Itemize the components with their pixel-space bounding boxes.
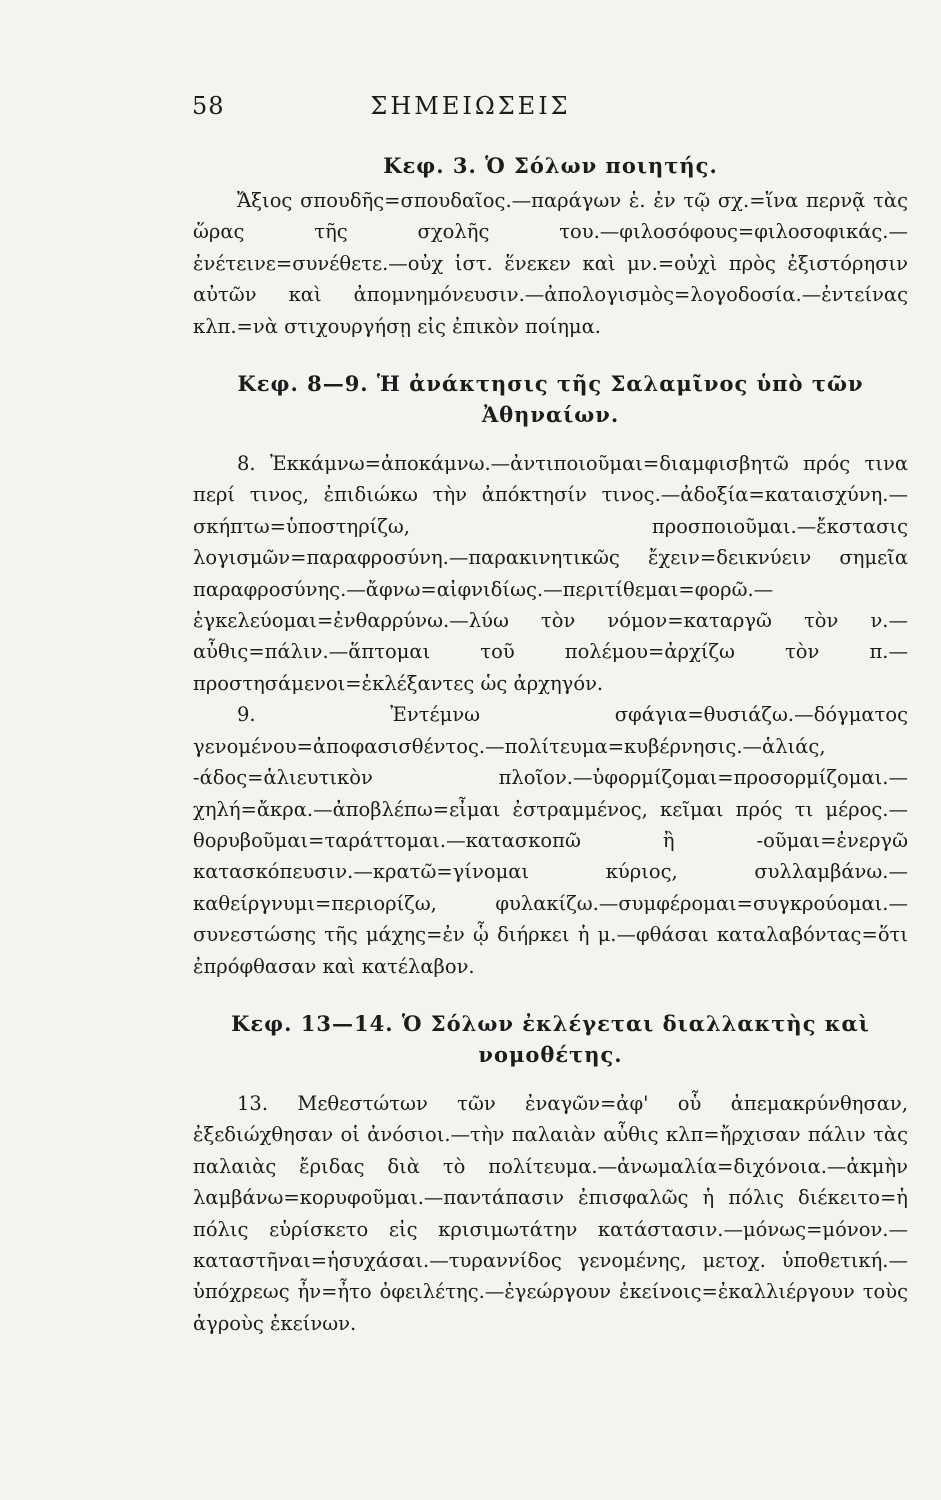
running-head [0,92,941,132]
chapter-heading: Κεφ. 8—9. Ἡ ἀνάκτησις τῆς Σαλαμῖνος ὑπὸ τῶν Ἀθηναίων. [237,371,864,428]
notes-paragraph: Ἄξιος σπουδῆς=σπουδαῖος.—παράγων ἑ. ἐν τῷ σχ.=ἵνα περνᾷ τὰς ὥρας τῆς σχολῆς του.—φιλοσόφους=φιλοσοφικάς.—ἐνέτεινε=συνέθετε.—οὐχ ἱστ. ἕνεκεν καὶ μν.=οὐχὶ πρὸς ἐξιστόρησιν αὐτῶν καὶ ἀπομνημόνευσιν.—ἀπολογισμὸς=λογοδοσία.—ἐντείνας κλπ.=νὰ στιχουργήσῃ εἰς ἐπικὸν ποίημα. [193,189,908,338]
body-text [193,150,908,1339]
notes-paragraph: 9. Ἐντέμνω σφάγια=θυσιάζω.—δόγματος γενομένου=ἀποφασισθέντος.—πολίτευμα=κυβέρνησις.—ἁλιάς, -άδος=ἁλιευτικὸν πλοῖον.—ὑφορμίζομαι=προσορμίζομαι.—χηλή=ἄκρα.—ἀποβλέπω=εἶμαι ἐστραμμένος, κεῖμαι πρός τι μέρος.—θορυβοῦμαι=ταράττομαι.—κατασκοπῶ ἢ -οῦμαι=ἐνεργῶ κατασκόπευσιν.—κρατῶ=γίνομαι κύριος, συλλαμβάνω.—καθείργνυμι=περιορίζω, φυλακίζω.—συμφέρομαι=συγκρούομαι.—συνεστώσης τῆς μάχης=ἐν ᾧ διήρκει ἡ μ.—φθάσαι καταλαβόντας=ὅτι ἐπρόφθασαν καὶ κατέλαβον. [193,703,908,978]
notes-paragraph: 13. Μεθεστώτων τῶν ἐναγῶν=ἀφ' οὗ ἀπεμακρύνθησαν, ἐξεδιώχθησαν οἱ ἀνόσιοι.—τὴν παλαιὰν αὖθις κλπ=ἤρχισαν πάλιν τὰς παλαιὰς ἔριδας διὰ τὸ πολίτευμα.—ἀνωμαλία=διχόνοια.—ἀκμὴν λαμβάνω=κορυφοῦμαι.—παντάπασιν ἐπισφαλῶς ἡ πόλις διέκειτο=ἡ πόλις εὑρίσκετο εἰς κρισιμωτάτην κατάστασιν.—μόνως=μόνον.—καταστῆναι=ἡσυχάσαι.—τυραννίδος γενομένης, μετοχ. ὑποθετική.—ὑπόχρεως ἦν=ἦτο ὀφειλέτης.—ἐγεώργουν ἐκείνοις=ἐκαλλιέργουν τοὺς ἀγροὺς ἐκείνων. [193,1091,908,1335]
chapter-heading: Κεφ. 13—14. Ὁ Σόλων ἐκλέγεται διαλλακτὴς καὶ νομοθέτης. [231,1010,870,1067]
page-number: 58 [192,92,225,120]
notes-paragraph: 8. Ἐκκάμνω=ἀποκάμνω.—ἀντιποιοῦμαι=διαμφισβητῶ πρός τινα περί τινος, ἐπιδιώκω τὴν ἀπόκτησίν τινος.—ἀδοξία=καταισχύνη.—σκήπτω=ὑποστηρίζω, προσποιοῦμαι.—ἔκστασις λογισμῶν=παραφροσύνη.—παρακινητικῶς ἔχειν=δεικνύειν σημεῖα παραφροσύνης.—ἄφνω=αἰφνιδίως.—περιτίθεμαι=φορῶ.—ἐγκελεύομαι=ἐνθαρρύνω.—λύω τὸν νόμον=καταργῶ τὸν ν.—αὖθις=πάλιν.—ἅπτομαι τοῦ πολέμου=ἀρχίζω τὸν π.—προστησάμενοι=ἐκλέξαντες ὡς ἀρχηγόν. [193,452,908,695]
chapter-heading: Κεφ. 3. Ὁ Σόλων ποιητής. [383,153,718,178]
running-title: ΣΗΜΕΙΩΣΕΙΣ [370,92,571,120]
